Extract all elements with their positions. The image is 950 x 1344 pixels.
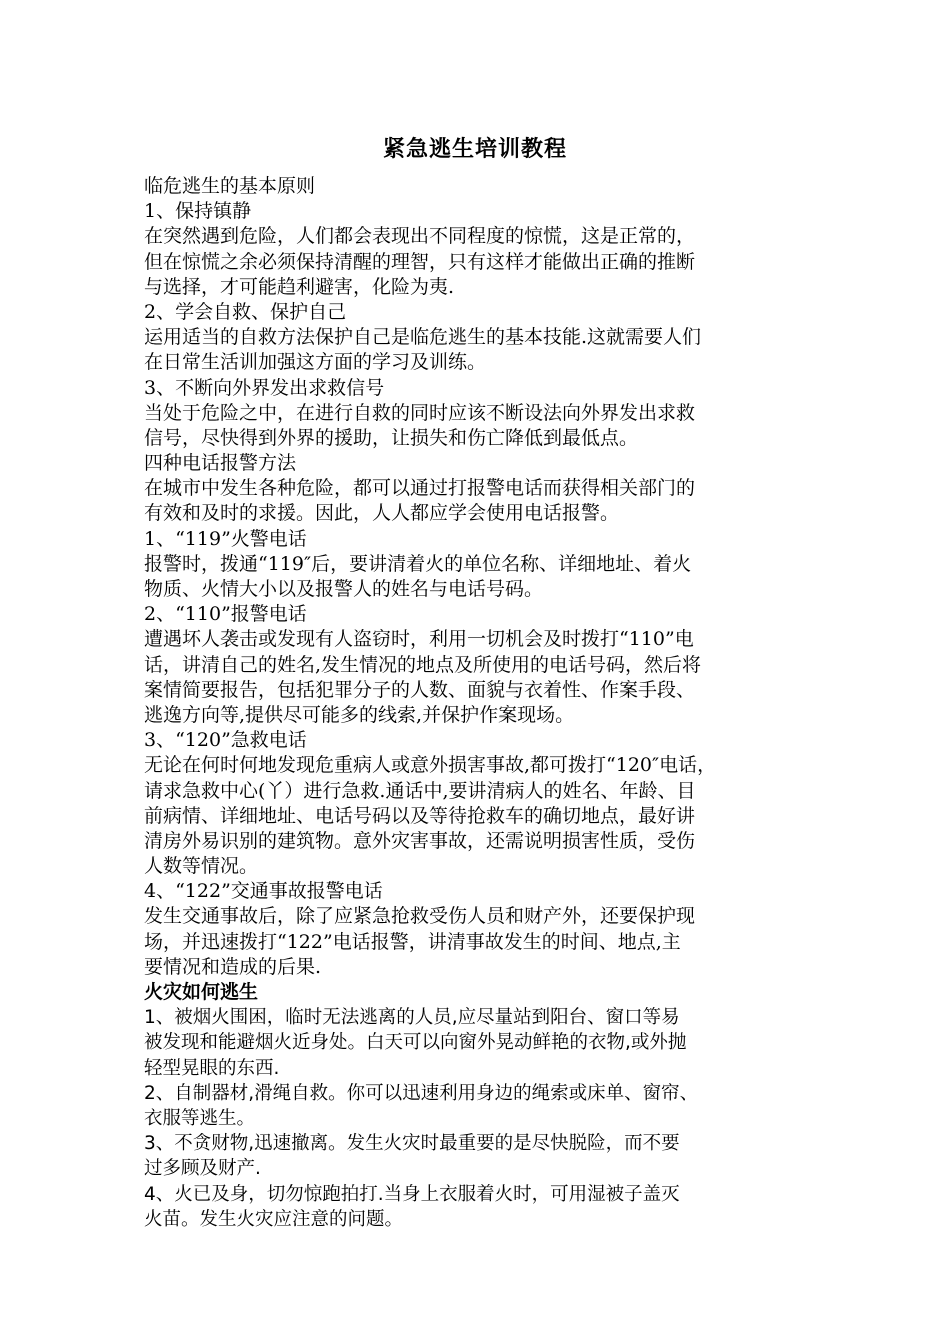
text-line: 人数等情况。 [144,855,259,878]
text-line: 当处于危险之中，在进行自救的同时应该不断设法向外界发出求救 [144,401,696,424]
text-line: 信号，尽快得到外界的援助，让损失和伤亡降低到最低点。 [144,426,639,449]
text-line: 话，讲清自己的姓名,发生情况的地点及所使用的电话号码，然后将 [144,653,702,676]
text-line: 在日常生活训加强这方面的学习及训练。 [144,351,487,374]
text-line: 逃逸方向等,提供尽可能多的线索,并保护作案现场。 [144,703,575,726]
text-line: 有效和及时的求援。因此，人人都应学会使用电话报警。 [144,502,620,525]
text-line: 被发现和能避烟火近身处。白天可以向窗外晃动鲜艳的衣物,或外抛 [144,1032,687,1054]
text-line: 请求急救中心(丫）进行急救.通话中,要讲清病人的姓名、年龄、目 [144,779,696,802]
text-line: 运用适当的自救方法保护自己是临危逃生的基本技能.这就需要人们 [144,326,702,349]
text-line: 1、保持镇静 [144,200,252,223]
text-line: 要情况和造成的后果. [144,955,322,978]
text-line: 4、火已及身，切勿惊跑拍打.当身上衣服着火时，可用湿被子盖灭 [144,1183,680,1205]
text-line: 与选择，才可能趋利避害，化险为夷. [144,275,455,298]
text-line: 前病情、详细地址、电话号码以及等待抢救车的确切地点，最好讲 [144,804,696,827]
text-line: 四种电话报警方法 [144,452,297,475]
text-line: 发生交通事故后，除了应紧急抢救受伤人员和财产外，还要保护现 [144,905,696,928]
text-line: 3、不贪财物,迅速撤离。发生火灾时最重要的是尽快脱险，而不要 [144,1133,680,1155]
text-line: 物质、火情大小以及报警人的姓名与电话号码。 [144,578,544,600]
text-line: 2、学会自救、保护自己 [144,300,347,323]
text-line: 报警时，拨通“119″后，要讲清着火的单位名称、详细地址、着火 [144,552,692,575]
text-line: 但在惊慌之余必须保持清醒的理智，只有这样才能做出正确的推断 [144,250,696,273]
document-body [144,174,824,1232]
text-line: 无论在何时何地发现危重病人或意外损害事故,都可拨打“120″电话， [144,754,717,777]
text-line: 遭遇坏人袭击或发现有人盗窃时，利用一切机会及时拨打“110”电 [144,628,694,651]
text-line: 火苗。发生火灾应注意的问题。 [144,1208,404,1230]
text-line: 场，并迅速拨打“122”电话报警，讲清事故发生的时间、地点,主 [144,930,681,953]
document-title: 紧急逃生培训教程 [382,136,567,162]
text-line: 在城市中发生各种危险，都可以通过打报警电话而获得相关部门的 [144,477,696,500]
text-line: 过多顾及财产. [144,1158,261,1180]
text-line: 1、“119”火警电话 [144,527,307,550]
text-line: 4、“122”交通事故报警电话 [144,880,383,903]
text-line: 案情简要报告，包括犯罪分子的人数、面貌与衣着性、作案手段、 [144,678,696,701]
text-line: 2、自制器材,滑绳自救。你可以迅速利用身边的绳索或床单、窗帘、 [144,1082,699,1104]
text-line: 临危逃生的基本原则 [144,175,316,197]
text-line: 轻型晃眼的东西. [144,1057,280,1079]
text-line: 3、“120”急救电话 [144,729,307,752]
text-line: 清房外易识别的建筑物。意外灾害事故，还需说明损害性质，受伤 [144,829,696,852]
text-line: 衣服等逃生。 [144,1107,256,1129]
text-line: 3、不断向外界发出求救信号 [144,376,385,399]
section-heading-fire-escape: 火灾如何逃生 [144,981,259,1003]
text-line: 在突然遇到危险，人们都会表现出不同程度的惊慌，这是正常的， [144,225,696,248]
text-line: 2、“110”报警电话 [144,603,307,626]
text-line: 1、被烟火围困，临时无法逃离的人员,应尽量站到阳台、窗口等易 [144,1007,680,1029]
